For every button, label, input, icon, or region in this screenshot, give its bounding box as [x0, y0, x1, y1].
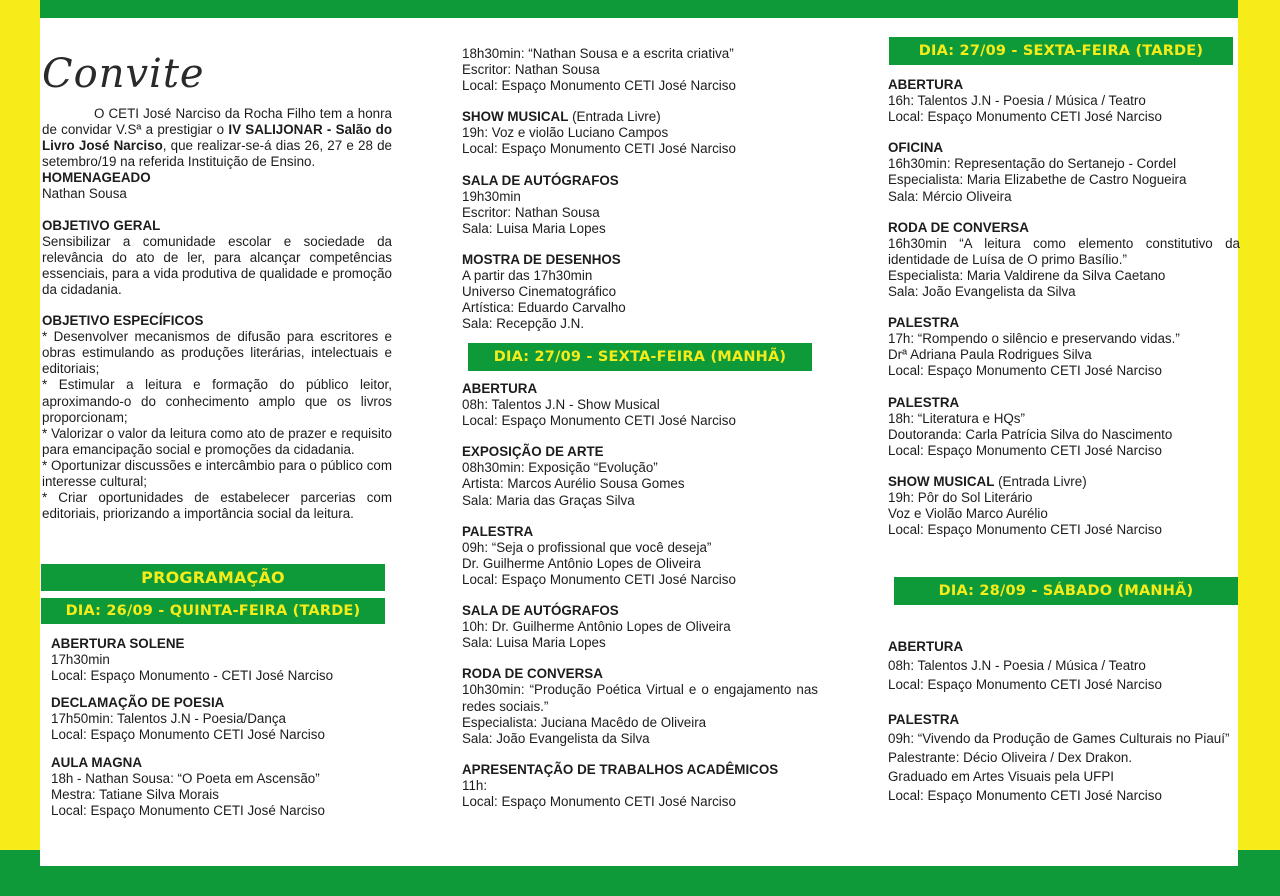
day2-morning-events — [462, 381, 818, 810]
event-block — [888, 474, 1240, 538]
event-block — [462, 603, 818, 651]
event-title: RODA DE CONVERSA — [462, 666, 603, 682]
event-block — [462, 524, 818, 588]
event-line: 19h: Voz e violão Luciano Campos — [462, 125, 669, 141]
day2-afternoon-events — [888, 77, 1240, 538]
event-line: 16h30min “A leitura como elemento constitutivo da identidade de Luísa de O primo Basílio.” — [888, 235, 1240, 267]
event-line: Especialista: Maria Valdirene da Silva Caetano — [888, 267, 1166, 283]
event-line: 18h30min: “Nathan Sousa e a escrita criativa” — [462, 46, 734, 61]
event-block — [462, 109, 818, 157]
event-block — [51, 636, 391, 684]
event-line: 10h: Dr. Guilherme Antônio Lopes de Oliveira — [462, 619, 731, 635]
event-line: Sala: Maria das Graças Silva — [462, 492, 635, 508]
event-line: Local: Espaço Monumento CETI José Narciso — [51, 802, 325, 818]
intro-text-1: O CETI José Narciso da Rocha Filho tem a honra de convidar V.Sª a prestigiar o — [42, 106, 392, 138]
event-line: 16h: Talentos J.N - Poesia / Música / Teatro — [888, 93, 1146, 109]
event-line: Sala: Mércio Oliveira — [888, 188, 1012, 204]
homenageado-heading: HOMENAGEADO — [42, 170, 151, 186]
objetivo-geral-heading: OBJETIVO GERAL — [42, 217, 161, 233]
event-name: IV SALIJONAR - Salão do Livro José Narciso — [42, 122, 393, 154]
event-line: 08h: Talentos J.N - Poesia / Música / Teatro — [888, 658, 1146, 673]
event-title: PALESTRA — [888, 712, 960, 727]
event-line: 16h30min: Representação do Sertanejo - Cordel — [888, 156, 1177, 172]
objetivo-geral-text: Sensibilizar a comunidade escolar e sociedade da relevância do ato de ler, para alcançar competências essenciais, para a vida produtiva de qualidade e promoção da cidadania. — [42, 233, 392, 297]
column-middle-top — [462, 46, 818, 332]
event-block — [462, 46, 818, 94]
programacao-bar: PROGRAMAÇÃO — [41, 564, 385, 591]
event-line: Escritor: Nathan Sousa — [462, 204, 600, 220]
day3-bar: DIA: 28/09 - SÁBADO (MANHÃ) — [894, 577, 1238, 605]
day2-afternoon-bar: DIA: 27/09 - SEXTA-FEIRA (TARDE) — [889, 37, 1233, 65]
event-line: Drª Adriana Paula Rodrigues Silva — [888, 347, 1092, 363]
event-line: Local: Espaço Monumento CETI José Narciso — [888, 109, 1162, 125]
event-line: Mestra: Tatiane Silva Morais — [51, 786, 219, 802]
event-block — [51, 755, 391, 819]
event-line: Local: Espaço Monumento CETI José Narciso — [888, 677, 1162, 692]
event-line: Local: Espaço Monumento CETI José Narciso — [462, 141, 736, 157]
event-line: Artística: Eduardo Carvalho — [462, 300, 626, 316]
event-title: RODA DE CONVERSA — [888, 219, 1029, 235]
event-title-suffix: (Entrada Livre) — [994, 473, 1087, 489]
event-line: 18h: “Literatura e HQs” — [888, 410, 1025, 426]
left-yellow-band — [0, 0, 40, 896]
event-title: MOSTRA DE DESENHOS — [462, 251, 621, 267]
event-title: ABERTURA — [888, 77, 964, 92]
day1-bar: DIA: 26/09 - QUINTA-FEIRA (TARDE) — [41, 598, 385, 624]
column-left — [42, 52, 392, 522]
event-block — [888, 220, 1240, 300]
event-block — [888, 77, 1240, 125]
objetivo-item: * Desenvolver mecanismos de difusão para escritores e obras estimulando as produções literárias, intelectuais e editoriais; — [42, 329, 392, 377]
event-line: Sala: Luisa Maria Lopes — [462, 635, 606, 651]
event-title: ABERTURA — [888, 639, 964, 654]
objetivo-item: * Valorizar o valor da leitura como ato de prazer e requisito para emancipação social e promoções da cidadania. — [42, 425, 392, 457]
event-title: DECLAMAÇÃO DE POESIA — [51, 695, 225, 711]
event-line: Local: Espaço Monumento CETI José Narciso — [462, 793, 736, 809]
event-title: PALESTRA — [888, 394, 960, 410]
event-line: Local: Espaço Monumento CETI José Narciso — [888, 788, 1162, 803]
event-line: Sala: João Evangelista da Silva — [462, 730, 650, 746]
event-line: Sala: João Evangelista da Silva — [888, 284, 1076, 300]
day3-events — [888, 637, 1240, 805]
event-line: Local: Espaço Monumento CETI José Narciso — [888, 442, 1162, 458]
event-title-suffix: (Entrada Livre) — [568, 109, 661, 125]
event-line: A partir das 17h30min — [462, 268, 593, 284]
event-title: SHOW MUSICAL — [462, 109, 569, 125]
event-line: Sala: Recepção J.N. — [462, 316, 585, 332]
objetivo-item: * Estimular a leitura e formação do público leitor, aproximando-o do conhecimento amplo que os livros proporcionam; — [42, 377, 392, 425]
event-title: ABERTURA — [462, 381, 538, 396]
event-block — [51, 695, 391, 743]
event-line: Local: Espaço Monumento - CETI José Narciso — [51, 668, 334, 684]
event-title: PALESTRA — [462, 523, 534, 539]
objetivos-especificos-heading: OBJETIVO ESPECÍFICOS — [42, 313, 204, 329]
event-block — [462, 252, 818, 332]
event-line: 11h: — [462, 777, 488, 793]
event-line: Artista: Marcos Aurélio Sousa Gomes — [462, 476, 685, 492]
event-line: Local: Espaço Monumento CETI José Narciso — [462, 413, 736, 429]
event-line: 18h - Nathan Sousa: “O Poeta em Ascensão” — [51, 770, 320, 786]
event-line: 17h30min — [51, 652, 110, 668]
event-line: 17h50min: Talentos J.N - Poesia/Dança — [51, 711, 286, 727]
event-title: SHOW MUSICAL — [888, 473, 995, 489]
event-line: Palestrante: Décio Oliveira / Dex Drakon. — [888, 750, 1133, 765]
event-line: Local: Espaço Monumento CETI José Narciso — [888, 363, 1162, 379]
event-line: 08h: Talentos J.N - Show Musical — [462, 397, 660, 413]
event-line: Graduado em Artes Visuais pela UFPI — [888, 769, 1115, 784]
event-line: 17h: “Rompendo o silêncio e preservando vidas.” — [888, 331, 1180, 347]
event-block — [888, 395, 1240, 459]
event-title: APRESENTAÇÃO DE TRABALHOS ACADÊMICOS — [462, 761, 779, 777]
event-block — [462, 173, 818, 237]
event-title: PALESTRA — [888, 315, 960, 331]
event-title: AULA MAGNA — [51, 754, 142, 770]
event-line: Voz e Violão Marco Aurélio — [888, 506, 1048, 522]
event-line: Sala: Luisa Maria Lopes — [462, 220, 606, 236]
event-line: Local: Espaço Monumento CETI José Narciso — [888, 522, 1162, 538]
event-line: 08h30min: Exposição “Evolução” — [462, 460, 658, 476]
event-line: Dr. Guilherme Antônio Lopes de Oliveira — [462, 555, 701, 571]
event-line: Universo Cinematográfico — [462, 284, 617, 300]
objetivo-item: * Criar oportunidades de estabelecer parcerias com editoriais, priorizando a importância social da leitura. — [42, 490, 392, 522]
event-block — [462, 762, 818, 810]
event-line: 19h30min — [462, 188, 521, 204]
intro-text-2: , que realizar-se-á dias 26, 27 e 28 de setembro/19 na referida Instituição de Ensino. — [42, 138, 392, 170]
event-block — [888, 315, 1240, 379]
event-block — [462, 381, 818, 429]
day2-morning-bar: DIA: 27/09 - SEXTA-FEIRA (MANHÃ) — [468, 343, 812, 371]
event-block — [888, 710, 1240, 805]
homenageado-section — [42, 170, 392, 202]
event-line: Local: Espaço Monumento CETI José Narciso — [462, 571, 736, 587]
event-line: Escritor: Nathan Sousa — [462, 62, 600, 78]
event-line: 09h: “Seja o profissional que você deseja” — [462, 539, 712, 555]
event-title: OFICINA — [888, 140, 944, 156]
event-title: EXPOSIÇÃO DE ARTE — [462, 444, 604, 460]
event-line: Especialista: Maria Elizabethe de Castro Nogueira — [888, 172, 1187, 188]
objetivos-especificos-section — [42, 313, 392, 522]
event-title: ABERTURA SOLENE — [51, 636, 185, 651]
intro-paragraph — [42, 106, 392, 170]
homenageado-name: Nathan Sousa — [42, 186, 127, 202]
day1-events — [51, 636, 391, 819]
event-line: 19h: Pôr do Sol Literário — [888, 489, 1033, 505]
event-line: Local: Espaço Monumento CETI José Narciso — [51, 727, 325, 743]
event-line: 09h: “Vivendo da Produção de Games Culturais no Piauí” — [888, 731, 1230, 746]
event-line: Local: Espaço Monumento CETI José Narciso — [462, 78, 736, 94]
event-block — [462, 444, 818, 508]
event-line: Doutoranda: Carla Patrícia Silva do Nascimento — [888, 426, 1173, 442]
event-line: Especialista: Juciana Macêdo de Oliveira — [462, 714, 707, 730]
objetivo-geral-section — [42, 218, 392, 298]
event-block — [888, 140, 1240, 204]
event-title: SALA DE AUTÓGRAFOS — [462, 603, 619, 619]
page-title: Convite — [42, 51, 205, 97]
event-title: SALA DE AUTÓGRAFOS — [462, 172, 619, 188]
objetivo-item: * Oportunizar discussões e intercâmbio para o público com interesse cultural; — [42, 457, 392, 489]
event-block — [462, 666, 818, 746]
right-yellow-band — [1238, 0, 1280, 896]
event-block — [888, 637, 1240, 694]
event-line: 10h30min: “Produção Poética Virtual e o engajamento nas redes sociais.” — [462, 682, 818, 714]
